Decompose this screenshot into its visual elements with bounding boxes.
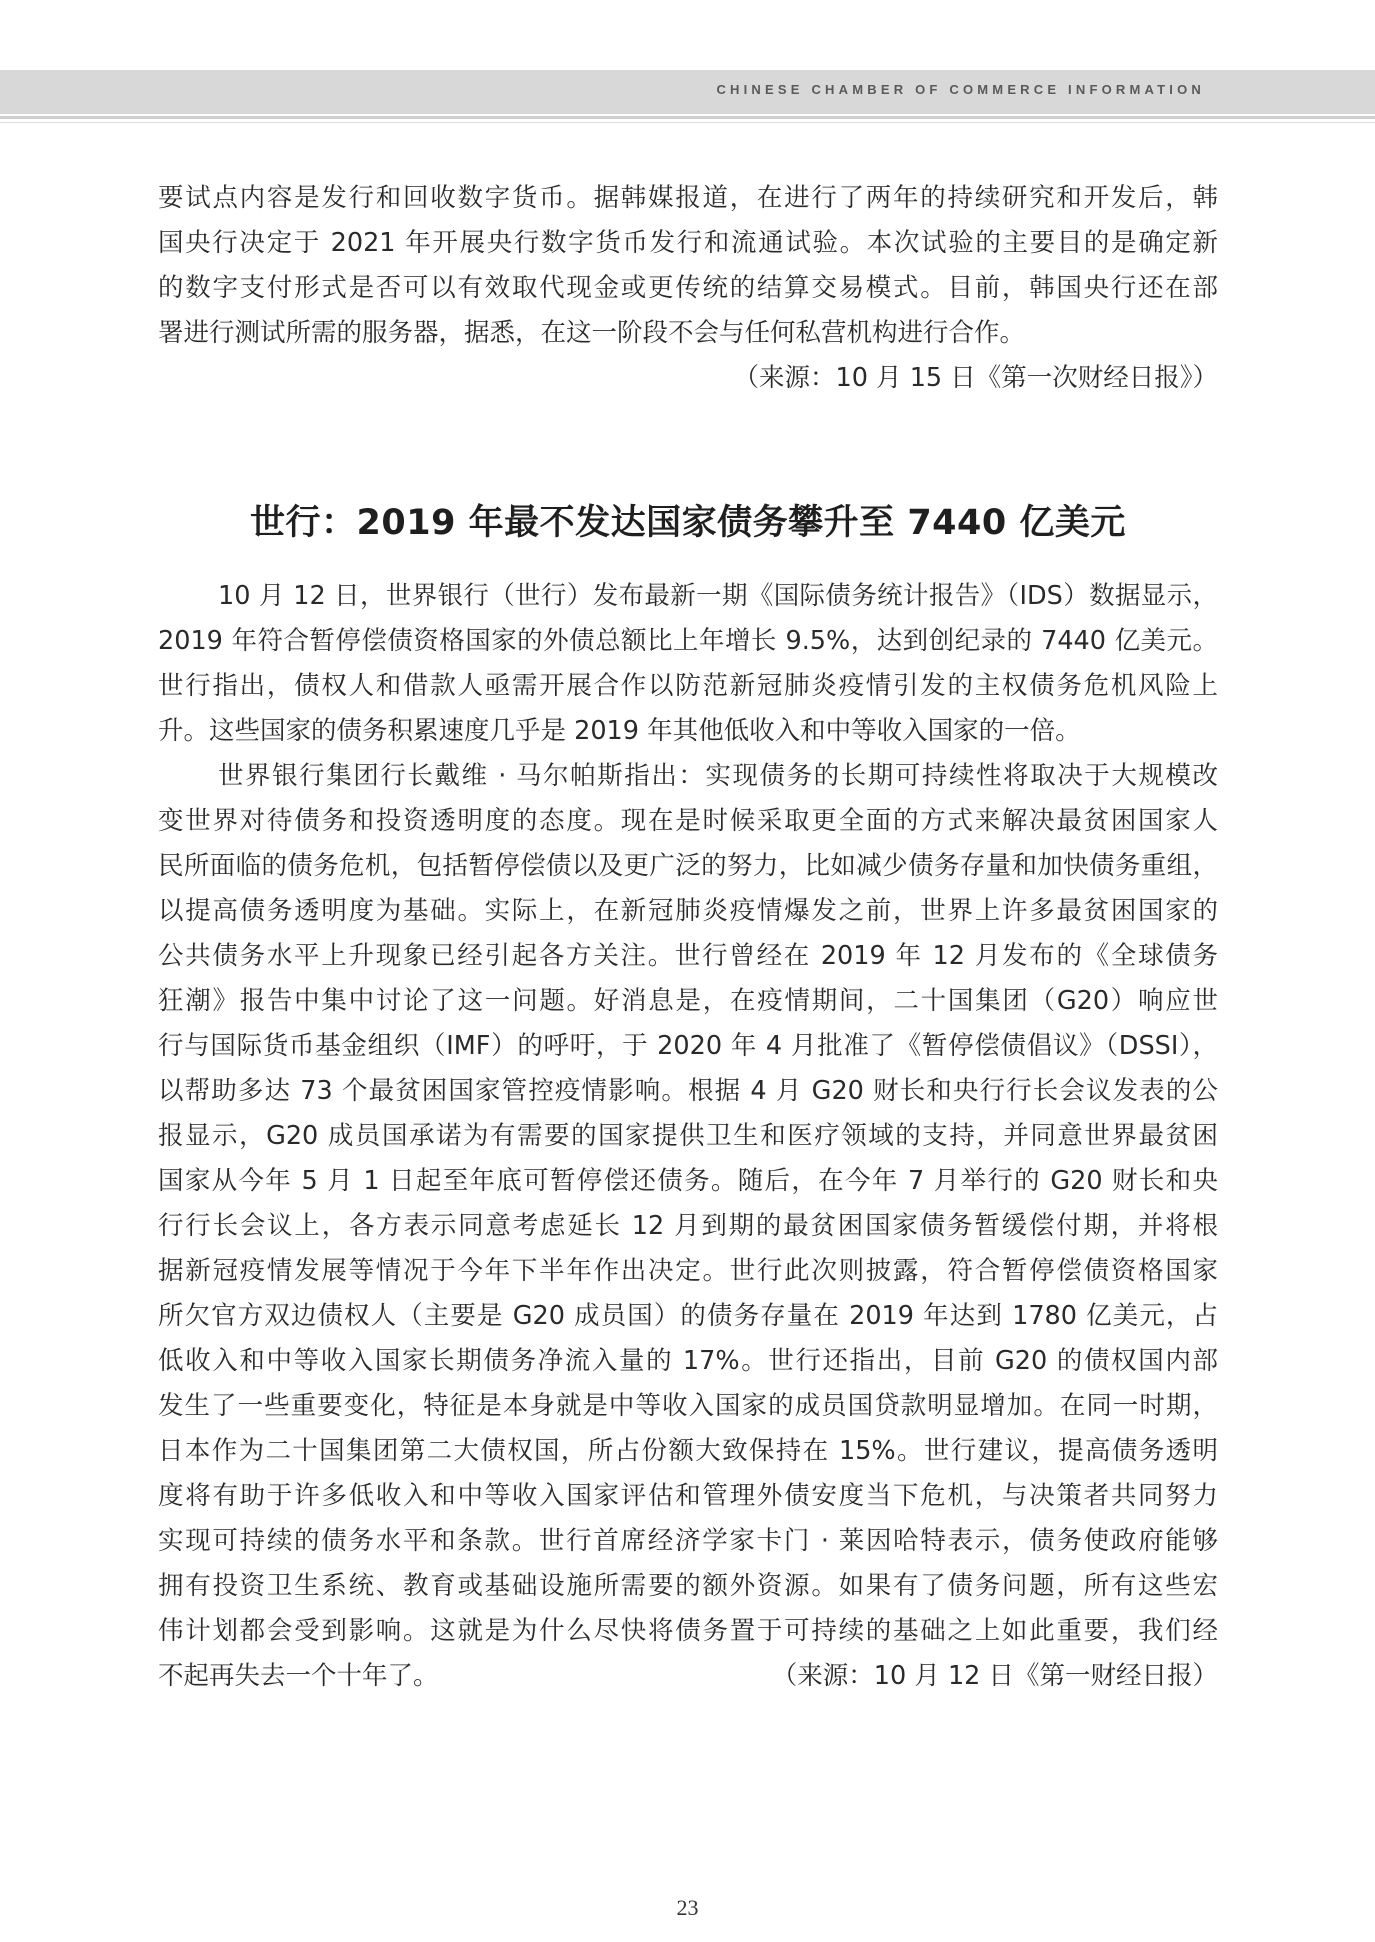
paragraph-line: 报显示，G20 成员国承诺为有需要的国家提供卫生和医疗领域的支持，并同意世界最贫困 bbox=[158, 1121, 1218, 1151]
paragraph-line: 拥有投资卫生系统、教育或基础设施所需要的额外资源。如果有了债务问题，所有这些宏 bbox=[158, 1571, 1218, 1601]
paragraph-line: 不起再失去一个十年了。 bbox=[158, 1661, 439, 1691]
intro-line: 署进行测试所需的服务器，据悉，在这一阶段不会与任何私营机构进行合作。 bbox=[158, 318, 1026, 348]
paragraph-line: 变世界对待债务和投资透明度的态度。现在是时候采取更全面的方式来解决最贫困国家人 bbox=[158, 806, 1218, 836]
header-banner-text: CHINESE CHAMBER OF COMMERCE INFORMATION bbox=[716, 82, 1205, 97]
paragraph-line: 度将有助于许多低收入和中等收入国家评估和管理外债安度当下危机，与决策者共同努力 bbox=[158, 1481, 1218, 1511]
paragraph-line: 10 月 12 日，世界银行（世行）发布最新一期《国际债务统计报告》（IDS）数据显示， bbox=[218, 581, 1218, 611]
intro-section bbox=[158, 176, 1218, 401]
paragraph-line: 以提高债务透明度为基础。实际上，在新冠肺炎疫情爆发之前，世界上许多最贫困国家的 bbox=[158, 896, 1218, 926]
paragraph-line: 世行指出，债权人和借款人亟需开展合作以防范新冠肺炎疫情引发的主权债务危机风险上 bbox=[158, 671, 1218, 701]
paragraph-line: 低收入和中等收入国家长期债务净流入量的 17%。世行还指出，目前 G20 的债权国内部 bbox=[158, 1346, 1218, 1376]
paragraph-line: 公共债务水平上升现象已经引起各方关注。世行曾经在 2019 年 12 月发布的《全球债务 bbox=[158, 941, 1218, 971]
article-title: 世行：2019 年最不发达国家债务攀升至 7440 亿美元 bbox=[250, 503, 1126, 543]
paragraph-line: 国家从今年 5 月 1 日起至年底可暂停偿还债务。随后，在今年 7 月举行的 G20 财长和央 bbox=[158, 1166, 1218, 1196]
final-line-row bbox=[158, 1654, 1218, 1699]
paragraph-line: 2019 年符合暂停偿债资格国家的外债总额比上年增长 9.5%，达到创纪录的 7440 亿美元。 bbox=[158, 626, 1218, 656]
header-rule bbox=[0, 116, 1375, 119]
page-number: 23 bbox=[676, 1895, 699, 1920]
paragraph-line: 狂潮》报告中集中讨论了这一问题。好消息是，在疫情期间，二十国集团（G20）响应世 bbox=[158, 986, 1218, 1016]
header-rule-thin bbox=[0, 122, 1375, 123]
article-source: （来源：10 月 12 日《第一财经日报） bbox=[771, 1661, 1218, 1691]
intro-line: 国央行决定于 2021 年开展央行数字货币发行和流通试验。本次试验的主要目的是确定新 bbox=[158, 228, 1218, 258]
paragraph-line: 世界银行集团行长戴维 · 马尔帕斯指出：实现债务的长期可持续性将取决于大规模改 bbox=[218, 761, 1218, 791]
intro-line: 要试点内容是发行和回收数字货币。据韩媒报道，在进行了两年的持续研究和开发后，韩 bbox=[158, 183, 1218, 213]
paragraph-line: 以帮助多达 73 个最贫困国家管控疫情影响。根据 4 月 G20 财长和央行行长会议发表的公 bbox=[158, 1076, 1218, 1106]
paragraph-line: 行与国际货币基金组织（IMF）的呼吁，于 2020 年 4 月批准了《暂停偿债倡议》（DSSI）， bbox=[158, 1031, 1218, 1061]
paragraph-line: 据新冠疫情发展等情况于今年下半年作出决定。世行此次则披露，符合暂停偿债资格国家 bbox=[158, 1256, 1218, 1286]
paragraph-line: 发生了一些重要变化，特征是本身就是中等收入国家的成员国贷款明显增加。在同一时期， bbox=[158, 1391, 1218, 1421]
paragraph-line: 实现可持续的债务水平和条款。世行首席经济学家卡门 · 莱因哈特表示，债务使政府能够 bbox=[158, 1526, 1218, 1556]
paragraph-line: 日本作为二十国集团第二大债权国，所占份额大致保持在 15%。世行建议，提高债务透明 bbox=[158, 1436, 1218, 1466]
article-body bbox=[158, 574, 1218, 1699]
paragraph-line: 行行长会议上，各方表示同意考虑延长 12 月到期的最贫困国家债务暂缓偿付期，并将根 bbox=[158, 1211, 1218, 1241]
paragraph-line: 民所面临的债务危机，包括暂停偿债以及更广泛的努力，比如减少债务存量和加快债务重组， bbox=[158, 851, 1218, 881]
intro-source: （来源：10 月 15 日《第一次财经日报》） bbox=[733, 363, 1218, 393]
paragraph-line: 所欠官方双边债权人（主要是 G20 成员国）的债务存量在 2019 年达到 1780 亿美元，占 bbox=[158, 1301, 1218, 1331]
paragraph-line: 升。这些国家的债务积累速度几乎是 2019 年其他低收入和中等收入国家的一倍。 bbox=[158, 716, 1081, 746]
paragraph-line: 伟计划都会受到影响。这就是为什么尽快将债务置于可持续的基础之上如此重要，我们经 bbox=[158, 1616, 1218, 1646]
intro-line: 的数字支付形式是否可以有效取代现金或更传统的结算交易模式。目前，韩国央行还在部 bbox=[158, 273, 1218, 303]
